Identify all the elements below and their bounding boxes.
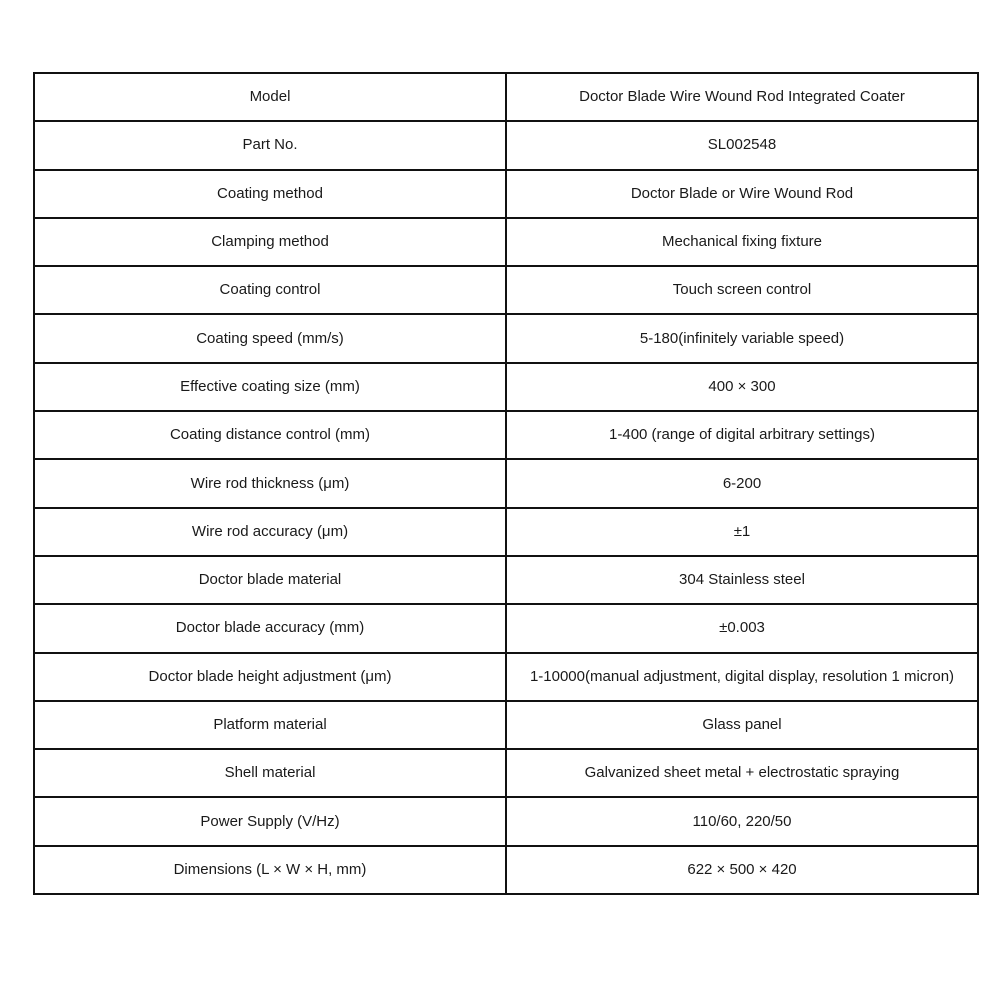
- spec-value: 1-10000(manual adjustment, digital display, resolution 1 micron): [506, 653, 978, 701]
- table-row: [34, 459, 978, 507]
- spec-label: Effective coating size (mm): [34, 363, 506, 411]
- specification-table: [33, 72, 979, 895]
- spec-value: ±0.003: [506, 604, 978, 652]
- spec-value: 5-180(infinitely variable speed): [506, 314, 978, 362]
- table-row: [34, 266, 978, 314]
- spec-label: Coating distance control (mm): [34, 411, 506, 459]
- spec-label: Doctor blade accuracy (mm): [34, 604, 506, 652]
- spec-label: Doctor blade material: [34, 556, 506, 604]
- spec-label: Power Supply (V/Hz): [34, 797, 506, 845]
- spec-value: ±1: [506, 508, 978, 556]
- table-row: [34, 363, 978, 411]
- spec-value: 6-200: [506, 459, 978, 507]
- spec-value: Doctor Blade or Wire Wound Rod: [506, 170, 978, 218]
- spec-label: Shell material: [34, 749, 506, 797]
- table-row: [34, 797, 978, 845]
- spec-value: Galvanized sheet metal + electrostatic spraying: [506, 749, 978, 797]
- spec-label: Wire rod accuracy (μm): [34, 508, 506, 556]
- spec-label: Doctor blade height adjustment (μm): [34, 653, 506, 701]
- spec-value: 304 Stainless steel: [506, 556, 978, 604]
- spec-value: 1-400 (range of digital arbitrary settings): [506, 411, 978, 459]
- table-row: [34, 218, 978, 266]
- table-row: [34, 653, 978, 701]
- table-row: [34, 411, 978, 459]
- spec-value: Mechanical fixing fixture: [506, 218, 978, 266]
- spec-label: Wire rod thickness (μm): [34, 459, 506, 507]
- table-row: [34, 604, 978, 652]
- table-row: [34, 121, 978, 169]
- table-row: [34, 846, 978, 894]
- spec-value: SL002548: [506, 121, 978, 169]
- spec-label: Coating speed (mm/s): [34, 314, 506, 362]
- spec-value: 622 × 500 × 420: [506, 846, 978, 894]
- spec-label: Platform material: [34, 701, 506, 749]
- spec-label: Part No.: [34, 121, 506, 169]
- table-row: [34, 701, 978, 749]
- spec-label: Coating control: [34, 266, 506, 314]
- spec-value: Doctor Blade Wire Wound Rod Integrated Coater: [506, 73, 978, 121]
- table-row: [34, 73, 978, 121]
- spec-label: Clamping method: [34, 218, 506, 266]
- table-row: [34, 556, 978, 604]
- spec-value: Touch screen control: [506, 266, 978, 314]
- spec-value: Glass panel: [506, 701, 978, 749]
- spec-value: 110/60, 220/50: [506, 797, 978, 845]
- spec-label: Model: [34, 73, 506, 121]
- spec-label: Coating method: [34, 170, 506, 218]
- table-row: [34, 508, 978, 556]
- spec-value: 400 × 300: [506, 363, 978, 411]
- spec-label: Dimensions (L × W × H, mm): [34, 846, 506, 894]
- table-row: [34, 170, 978, 218]
- table-row: [34, 314, 978, 362]
- table-row: [34, 749, 978, 797]
